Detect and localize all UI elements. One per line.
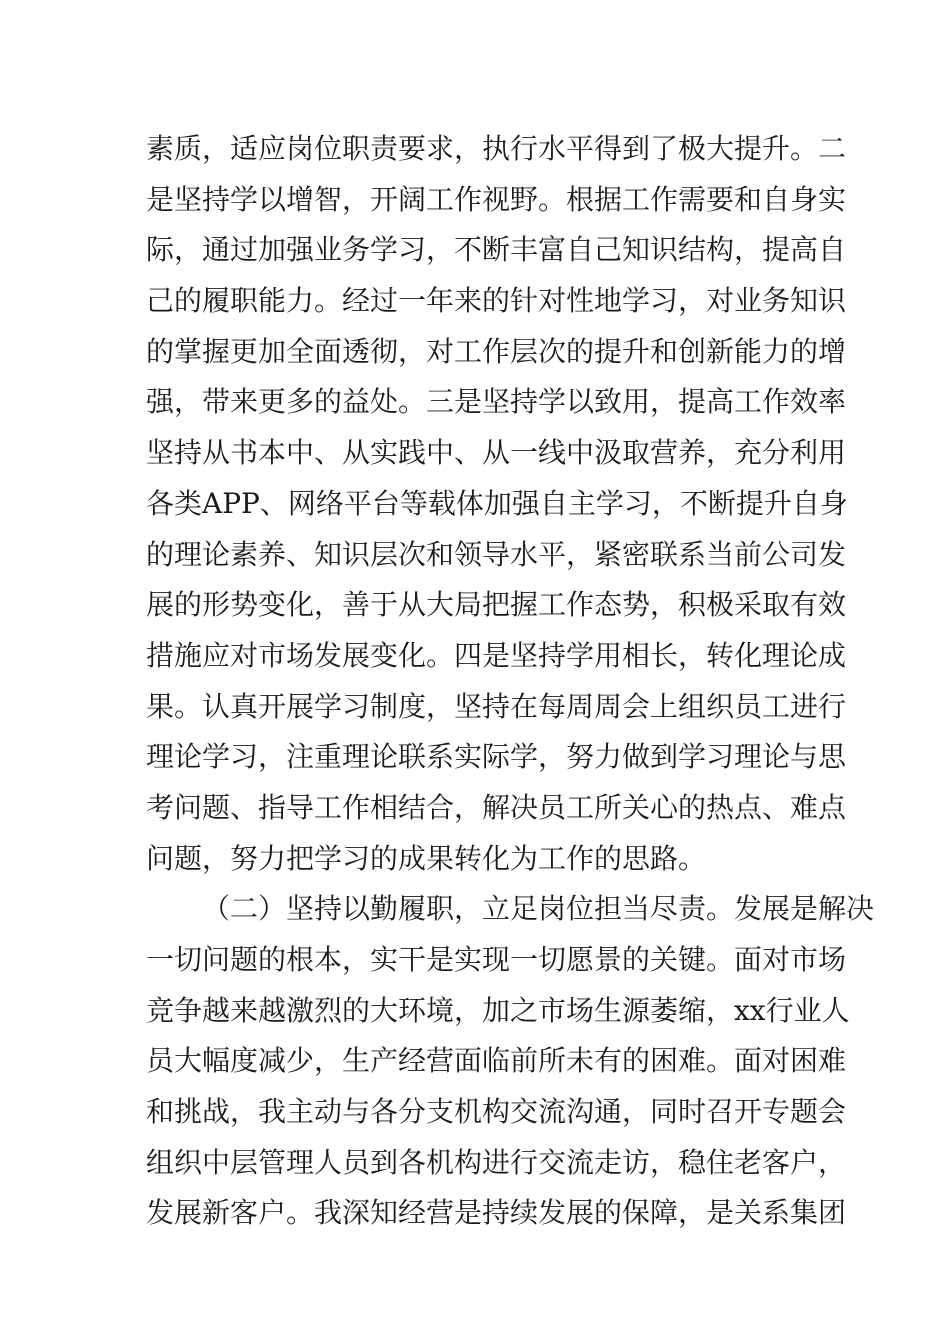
text-line: 竞争越来越激烈的大环境，加之市场生源萎缩，xx行业人 (146, 993, 850, 1027)
text-line: 和挑战，我主动与各分支机构交流沟通，同时召开专题会 (146, 1095, 847, 1129)
text-line: 际，通过加强业务学习，不断丰富自己知识结构，提高自 (146, 233, 847, 267)
text-line: 己的履职能力。经过一年来的针对性地学习，对业务知识 (146, 284, 847, 318)
text-line: 的理论素养、知识层次和领导水平，紧密联系当前公司发 (146, 537, 847, 571)
document-body (146, 124, 875, 1239)
text-line: 各类APP、网络平台等载体加强自主学习，不断提升自身 (146, 486, 848, 520)
text-line: 展的形势变化，善于从大局把握工作态势，积极采取有效 (146, 588, 847, 622)
section-heading-line: （二）坚持以勤履职，立足岗位担当尽责。发展是解决 (202, 892, 875, 926)
text-line: 坚持从书本中、从实践中、从一线中汲取营养，充分利用 (146, 436, 847, 470)
text-line: 的掌握更加全面透彻，对工作层次的提升和创新能力的增 (146, 334, 847, 368)
text-line: 果。认真开展学习制度，坚持在每周周会上组织员工进行 (146, 689, 847, 723)
text-line: 发展新客户。我深知经营是持续发展的保障，是关系集团 (146, 1196, 847, 1230)
text-line: 措施应对市场发展变化。四是坚持学用相长，转化理论成 (146, 638, 847, 672)
text-line: 是坚持学以增智，开阔工作视野。根据工作需要和自身实 (146, 182, 847, 216)
text-line: 员大幅度减少，生产经营面临前所未有的困难。面对困难 (146, 1044, 847, 1078)
paragraph-end-line: 问题，努力把学习的成果转化为工作的思路。 (146, 841, 707, 875)
text-line: 考问题、指导工作相结合，解决员工所关心的热点、难点 (146, 790, 847, 824)
text-line: 一切问题的根本，实干是实现一切愿景的关键。面对市场 (146, 943, 847, 976)
text-line: 组织中层管理人员到各机构进行交流走访，稳住老客户， (146, 1145, 847, 1179)
text-line: 强，带来更多的益处。三是坚持学以致用，提高工作效率 (146, 385, 847, 419)
text-line: 理论学习，注重理论联系实际学，努力做到学习理论与思 (146, 740, 847, 774)
text-line: 素质，适应岗位职责要求，执行水平得到了极大提升。二 (146, 132, 847, 165)
